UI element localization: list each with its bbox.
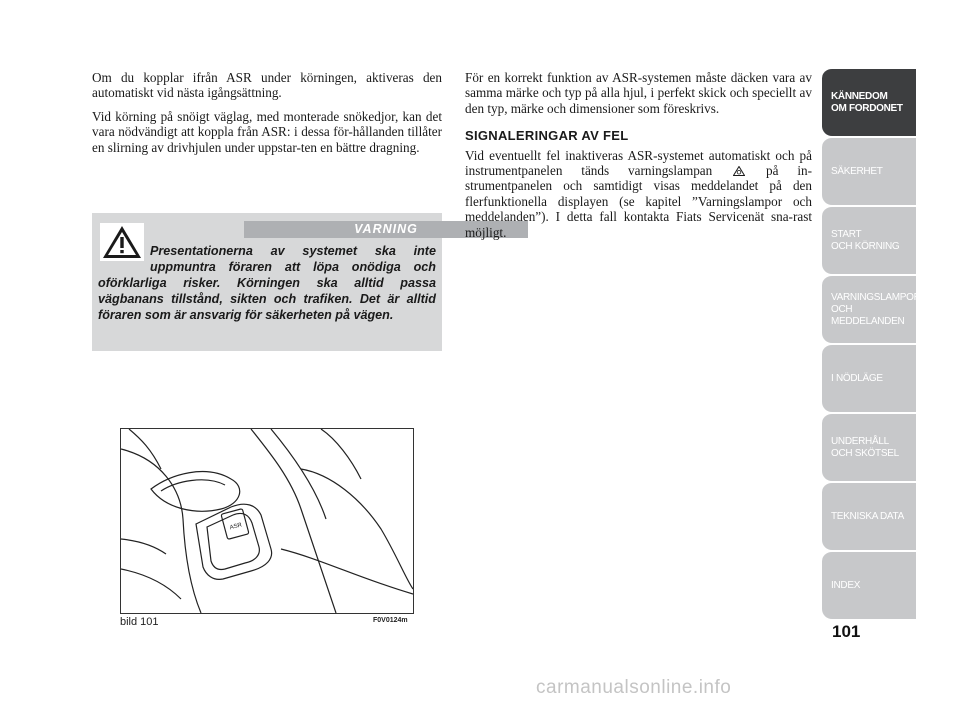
- warning-label: VARNING: [244, 221, 528, 238]
- svg-text:ASR: ASR: [229, 522, 243, 532]
- figure-code: F0V0124m: [373, 617, 408, 624]
- sidebar-item-index[interactable]: INDEX: [822, 551, 916, 619]
- paragraph-tyres: För en korrekt funktion av ASR-systemen måste däcken vara av samma märke och typ på alla hjul, i perfekt skick och speciellt av den typ, märke och dimensioner som föreskrivs.: [465, 70, 812, 116]
- watermark: carmanualsonline.info: [536, 677, 732, 698]
- sidebar-item-tekniska-data[interactable]: TEKNISKA DATA: [822, 482, 916, 550]
- page-number: 101: [832, 622, 861, 641]
- section-heading: SIGNALERINGAR AV FEL: [465, 128, 629, 144]
- sidebar-item-varningslampor[interactable]: VARNINGSLAMPOR OCH MEDDELANDEN: [822, 275, 916, 343]
- sidebar-item-nodlage[interactable]: I NÖDLÄGE: [822, 344, 916, 412]
- asr-switch-illustration: [121, 429, 413, 613]
- figure-caption: bild 101: [120, 616, 159, 628]
- chapter-sidebar: [822, 68, 921, 620]
- paragraph-faults: Vid eventuellt fel inaktiveras ASR-systemet automatiskt och på instrumentpanelen tänds varningslampan på in-strumentpanelen och samtidigt visas meddelandet på den flerfunktionella displayen (se kapitel ”Varningslampor och meddelanden”). I detta fall kontakta Fiats Servicenät sna-rast möjligt.: [465, 147, 813, 240]
- figure-asr-switch: [120, 428, 414, 614]
- sidebar-item-underhall[interactable]: UNDERHÅLL OCH SKÖTSEL: [822, 413, 916, 481]
- right-column: [465, 70, 812, 248]
- warning-text: Presentationerna av systemet ska inte uppmuntra föraren att löpa onödiga och oförklarliga risker. Körningen ska alltid passa vägbanans tillstånd, sikten och trafiken. Det är alltid föraren som är ansvarig för säkerheten på vägen.: [98, 244, 436, 322]
- sidebar-item-start[interactable]: START OCH KÖRNING: [822, 206, 916, 274]
- sidebar-item-sakerhet[interactable]: SÄKERHET: [822, 137, 916, 205]
- sidebar-item-kannedom[interactable]: KÄNNEDOM OM FORDONET: [822, 68, 916, 136]
- paragraph-asr-reactivation: Om du kopplar ifrån ASR under körningen, aktiveras den automatiskt vid nästa igångsättning.: [92, 70, 442, 101]
- paragraph-snow-chains: Vid körning på snöigt väglag, med monterade snökedjor, kan det vara nödvändigt att koppla från ASR: i dessa för-hållanden tillåter en slirning av drivhjulen under uppstar-ten en bättre dragning.: [92, 108, 442, 155]
- asr-warning-lamp-icon: [733, 166, 745, 176]
- warning-box: [92, 213, 442, 351]
- left-column: [92, 70, 442, 163]
